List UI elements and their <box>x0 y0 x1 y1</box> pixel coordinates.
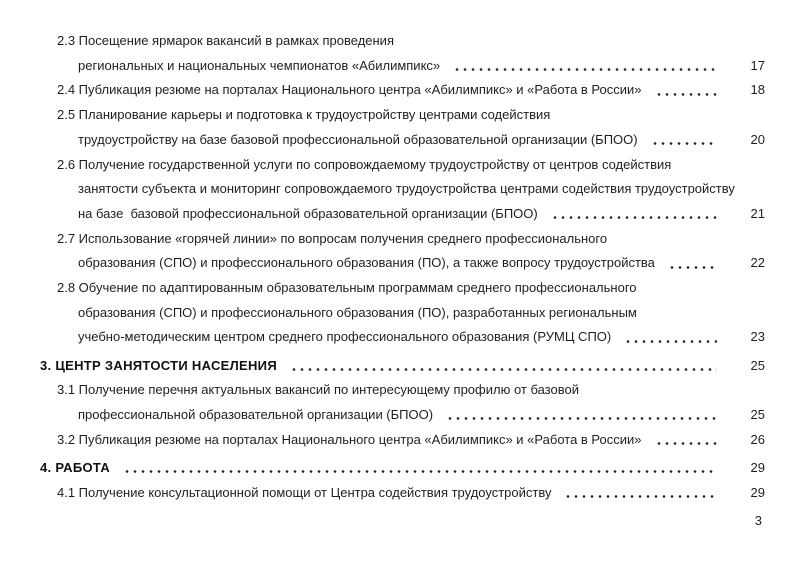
toc-page-number: 21 <box>750 205 765 221</box>
toc-page-number: 20 <box>750 131 765 147</box>
toc-entry <box>40 428 765 453</box>
toc-section-heading <box>40 456 765 481</box>
toc-line <box>40 54 765 79</box>
toc-entry <box>40 153 765 227</box>
toc-line <box>40 276 765 301</box>
toc-line <box>40 251 765 276</box>
toc-line <box>40 428 765 453</box>
dot-leader <box>655 442 717 445</box>
toc-page-number: 29 <box>750 459 765 475</box>
footer <box>40 509 765 534</box>
toc-entry <box>40 481 765 506</box>
dot-leader <box>624 340 717 343</box>
dot-leader <box>668 266 717 269</box>
dot-leader <box>446 417 717 420</box>
toc-line <box>40 354 765 379</box>
dot-leader <box>564 495 717 498</box>
toc-line <box>40 29 765 54</box>
toc-line-text: трудоустройству на базе базовой профессиональной образовательной организации (БПОО) <box>78 131 638 147</box>
toc-line-text: 2.8 Обучение по адаптированным образовательным программам среднего профессионального <box>57 280 637 296</box>
toc-line-text: образования (СПО) и профессионального образования (ПО), а также вопросу трудоустройства <box>78 255 655 271</box>
toc-line-text: 2.4 Публикация резюме на порталах Национального центра «Абилимпикс» и «Работа в России» <box>57 82 642 98</box>
toc-line <box>40 177 765 202</box>
toc-entry <box>40 29 765 78</box>
toc-page-number: 18 <box>750 82 765 98</box>
toc-line <box>40 227 765 252</box>
toc-page-number: 29 <box>750 484 765 500</box>
dot-leader <box>123 470 717 473</box>
toc-line <box>40 378 765 403</box>
toc-page-number: 25 <box>750 357 765 373</box>
toc-entry <box>40 227 765 276</box>
toc-line-text: 3.1 Получение перечня актуальных вакансий по интересующему профилю от базовой <box>57 382 579 398</box>
toc-page-number: 17 <box>750 57 765 73</box>
toc-line-text: 2.5 Планирование карьеры и подготовка к трудоустройству центрами содействия <box>57 107 551 123</box>
toc-entry <box>40 276 765 350</box>
dot-leader <box>651 142 717 145</box>
dot-leader <box>551 216 717 219</box>
dot-leader <box>453 68 717 71</box>
toc-section-title: 4. РАБОТА <box>40 459 111 475</box>
toc-line <box>40 403 765 428</box>
toc-line-text: 4.1 Получение консультационной помощи от Центра содействия трудоустройству <box>57 484 552 500</box>
dot-leader <box>655 93 717 96</box>
toc-line-text: 3.2 Публикация резюме на порталах Национального центра «Абилимпикс» и «Работа в России» <box>57 431 642 447</box>
toc-page-number: 22 <box>750 255 765 271</box>
toc-entry <box>40 78 765 103</box>
toc-entry <box>40 378 765 427</box>
footer-page-number: 3 <box>754 513 762 529</box>
toc-line <box>40 128 765 153</box>
toc-line <box>40 456 765 481</box>
toc-entry <box>40 103 765 152</box>
toc-line <box>40 325 765 350</box>
toc-line-text: 2.6 Получение государственной услуги по сопровождаемому трудоустройству от центров содействия <box>57 156 672 172</box>
toc-page-number: 23 <box>750 329 765 345</box>
toc-line-text: образования (СПО) и профессионального образования (ПО), разработанных региональным <box>78 304 637 320</box>
toc-line-text: на базе базовой профессиональной образовательной организации (БПОО) <box>78 205 538 221</box>
toc-line-text: профессиональной образовательной организации (БПОО) <box>78 407 434 423</box>
toc-line-text: учебно-методическим центром среднего профессионального образования (РУМЦ СПО) <box>78 329 612 345</box>
toc-page-number: 26 <box>750 431 765 447</box>
toc-line-text: занятости субъекта и мониторинг сопровождаемого трудоустройства центрами содействия трудоустройству <box>78 181 735 197</box>
toc-line-text: 2.3 Посещение ярмарок вакансий в рамках проведения <box>57 33 394 48</box>
toc-section-title: 3. ЦЕНТР ЗАНЯТОСТИ НАСЕЛЕНИЯ <box>40 357 277 373</box>
toc-line-text: региональных и национальных чемпионатов «Абилимпикс» <box>78 57 441 73</box>
toc-line <box>40 103 765 128</box>
toc-line <box>40 301 765 326</box>
toc-line <box>40 153 765 178</box>
toc-line <box>40 78 765 103</box>
toc-line <box>40 481 765 506</box>
toc-section-heading <box>40 354 765 379</box>
toc-page-number: 25 <box>750 407 765 423</box>
dot-leader <box>290 368 717 371</box>
toc-line <box>40 202 765 227</box>
toc-line-text: 2.7 Использование «горячей линии» по вопросам получения среднего профессионального <box>57 230 608 246</box>
